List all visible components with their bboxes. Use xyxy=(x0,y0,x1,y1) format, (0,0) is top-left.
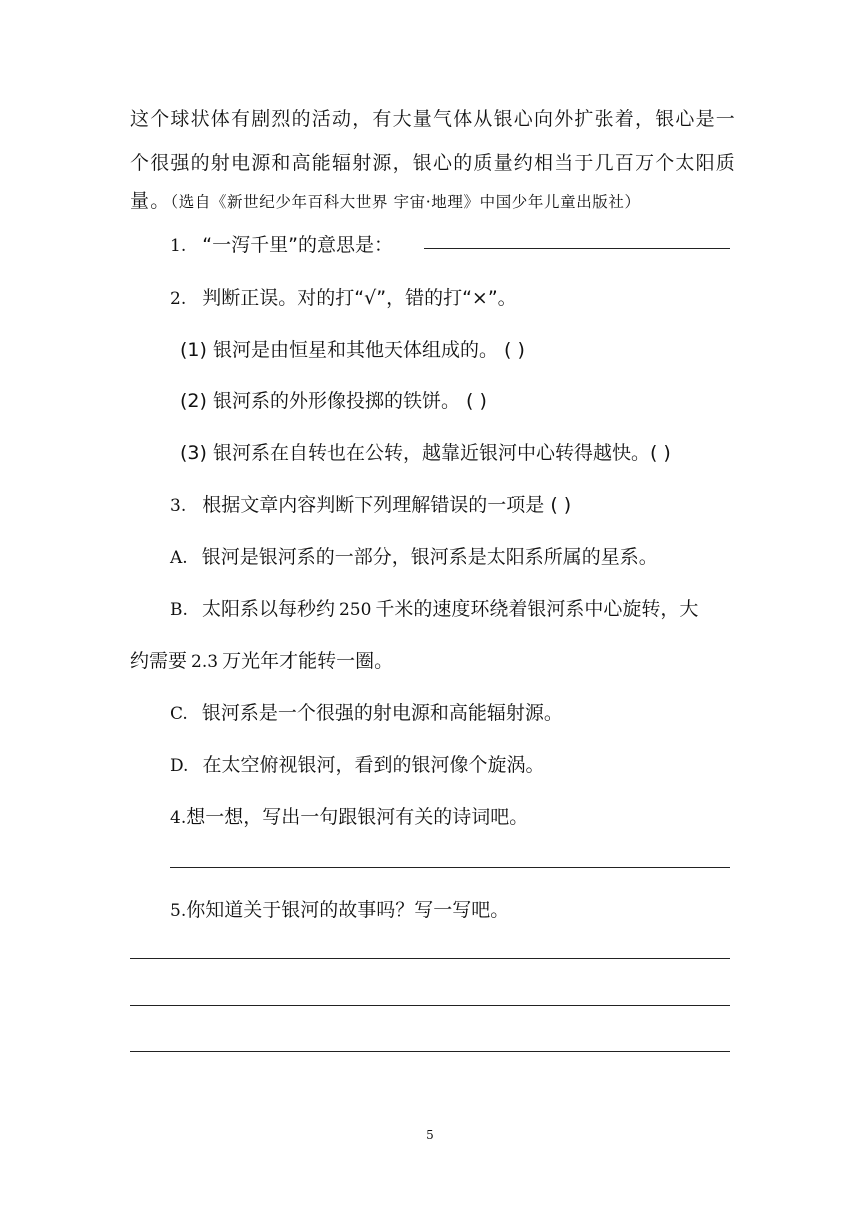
question-2-text: 判断正误。对的打“√”，错的打“×”。 xyxy=(202,287,517,309)
option-d-letter: D. xyxy=(170,756,189,776)
answer-line-q1[interactable] xyxy=(424,248,730,249)
option-b-text-pre: 太阳系以每秒约 xyxy=(201,598,335,620)
option-b-line-2 xyxy=(130,646,393,673)
question-4 xyxy=(170,802,528,829)
question-2-number: 2. xyxy=(170,289,187,309)
option-a-text: 银河是银河系的一部分，银河系是太阳系所属的星系。 xyxy=(201,546,658,568)
question-2 xyxy=(170,283,517,310)
passage-line-1: 这个球状体有剧烈的活动，有大量气体从银心向外扩张着，银心是一 xyxy=(130,108,737,130)
option-d xyxy=(170,750,545,777)
answer-line-q4[interactable] xyxy=(170,867,730,868)
passage-line-3 xyxy=(130,186,641,213)
answer-line-q5-2[interactable] xyxy=(130,1005,730,1006)
option-d-text: 在太空俯视银河，看到的银河像个旋涡。 xyxy=(202,754,545,776)
question-2-item-3: (3) 银河系在自转也在公转，越靠近银河中心转得越快。( ) xyxy=(180,442,671,464)
answer-line-q5-1[interactable] xyxy=(130,958,730,959)
option-b-text-mid: 千米的速度环绕着银河系中心旋转，大 xyxy=(375,598,699,620)
question-5-text: 你知道关于银河的故事吗？写一写吧。 xyxy=(186,899,510,921)
option-b-line-1 xyxy=(170,594,698,621)
question-2-item-1: (1) 银河是由恒星和其他天体组成的。 ( ) xyxy=(180,339,525,361)
option-a-letter: A. xyxy=(170,548,188,568)
question-3-number: 3. xyxy=(170,496,187,516)
option-b-letter: B. xyxy=(170,600,188,620)
source-citation: （选自《新世纪少年百科大世界 宇宙·地理》中国少年儿童出版社） xyxy=(170,193,641,211)
page-number: 5 xyxy=(426,1128,434,1142)
question-2-item-2: (2) 银河系的外形像投掷的铁饼。 ( ) xyxy=(180,390,487,412)
question-3-text: 根据文章内容判断下列理解错误的一项是 ( ) xyxy=(202,494,572,516)
option-b-text-post: 万光年才能转一圈。 xyxy=(222,650,394,672)
question-1-text: “一泻千里”的意思是： xyxy=(202,234,393,256)
option-c xyxy=(170,698,563,725)
question-4-number: 4. xyxy=(170,808,187,828)
question-1-number: 1. xyxy=(170,236,187,256)
answer-line-q5-3[interactable] xyxy=(130,1051,730,1052)
option-b-number-2: 2.3 xyxy=(191,652,219,672)
passage-line-2: 个很强的射电源和高能辐射源，银心的质量约相当于几百万个太阳质 xyxy=(130,152,737,174)
option-c-text: 银河系是一个很强的射电源和高能辐射源。 xyxy=(201,702,563,724)
passage-line-3-text: 量。 xyxy=(130,190,171,212)
option-c-letter: C. xyxy=(170,704,188,724)
option-b-text-pre2: 约需要 xyxy=(130,650,188,672)
question-4-text: 想一想，写出一句跟银河有关的诗词吧。 xyxy=(186,806,529,828)
option-a xyxy=(170,542,658,569)
question-5-number: 5. xyxy=(170,901,187,921)
question-5 xyxy=(170,895,509,922)
question-1 xyxy=(170,230,393,257)
question-3 xyxy=(170,490,571,517)
option-b-number-1: 250 xyxy=(338,600,372,620)
